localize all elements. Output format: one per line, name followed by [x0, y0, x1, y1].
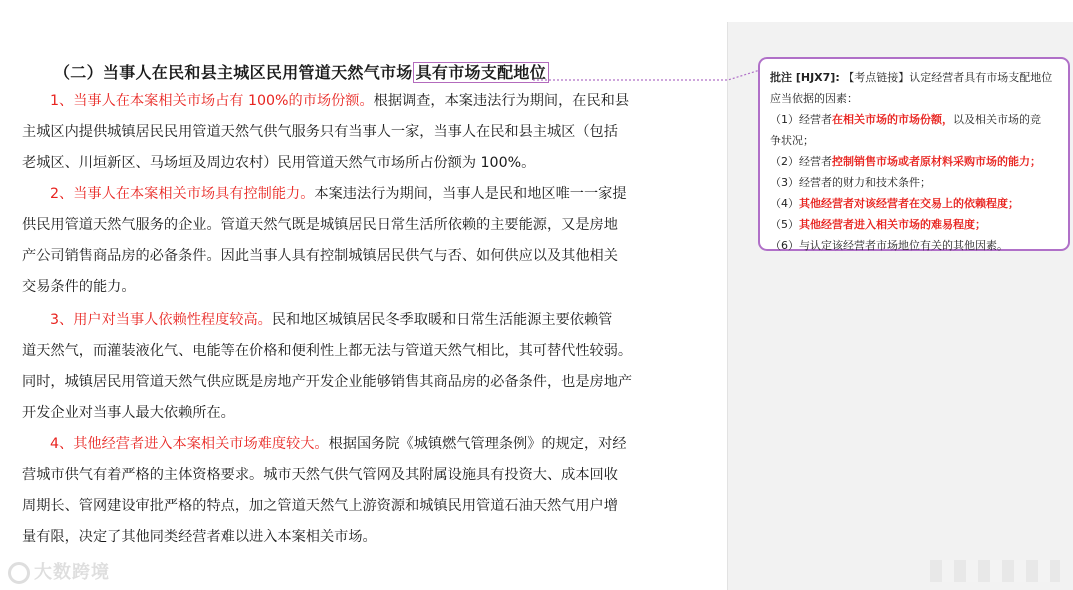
- body-text: 供民用管道天然气服务的企业。管道天然气既是城镇居民日常生活所依赖的主要能源，又是房地: [22, 217, 618, 233]
- comment-item: [770, 214, 1060, 235]
- comment-anchor-highlight[interactable]: 具有市场支配地位: [413, 62, 549, 83]
- emphasis-text: 1、当事人在本案相关市场占有 100%的市场份额。: [50, 93, 374, 109]
- item-emphasis: 控制销售市场或者原材料采购市场的能力；: [832, 155, 1041, 168]
- body-text: 产公司销售商品房的必备条件。因此当事人具有控制城镇居民供气与否、如何供应以及其他相关: [22, 248, 618, 264]
- comment-label: 批注 [HJX7]:: [770, 71, 840, 84]
- body-text: 同时，城镇居民用管道天然气供应既是房地产开发企业能够销售其商品房的必备条件，也是房地产: [22, 374, 633, 390]
- heading-text: （二）当事人在民和县主城区民用管道天然气市场: [54, 63, 413, 82]
- body-text: 周期长、管网建设审批严格的特点，加之管道天然气上游资源和城镇民用管道石油天然气用户增: [22, 498, 618, 514]
- paragraph-2-line-4: [22, 277, 707, 297]
- comment-item: [770, 151, 1060, 172]
- body-text: 主城区内提供城镇居民民用管道天然气供气服务只有当事人一家，当事人在民和县主城区（包括: [22, 124, 618, 140]
- item-text: （3）经营者的财力和技术条件；: [770, 176, 931, 189]
- comment-item: [770, 172, 1060, 193]
- body-text: 营城市供气有着严格的主体资格要求。城市天然气供气管网及其附属设施具有投资大、成本回收: [22, 467, 618, 483]
- emphasis-text: 2、当事人在本案相关市场具有控制能力。: [50, 186, 315, 202]
- item-text: （6）与认定该经营者市场地位有关的其他因素。: [770, 239, 1008, 252]
- body-text: 开发企业对当事人最大依赖所在。: [22, 405, 235, 421]
- item-emphasis: 其他经营者进入相关市场的难易程度；: [799, 218, 986, 231]
- body-text: 量有限，决定了其他同类经营者难以进入本案相关市场。: [22, 529, 377, 545]
- comment-tag: 【考点链接】: [843, 71, 910, 84]
- paragraph-2-line-3: [22, 246, 707, 266]
- item-text: （2）经营者: [770, 155, 832, 168]
- paragraph-1-line-3: [22, 153, 707, 173]
- emphasis-text: 3、用户对当事人依赖性程度较高。: [50, 312, 272, 328]
- section-heading: [54, 60, 549, 83]
- paragraph-4-line-2: [22, 465, 707, 485]
- comment-item: [770, 130, 1060, 151]
- body-text: 根据调查，本案违法行为期间，在民和县: [373, 93, 630, 109]
- blurred-region: [930, 560, 1060, 582]
- item-text: （4）: [770, 197, 799, 210]
- item-emphasis: 其他经营者对该经营者在交易上的依赖程度；: [799, 197, 1019, 210]
- paragraph-2-line-2: [22, 215, 707, 235]
- paragraph-4-line-4: [22, 527, 707, 547]
- body-text: 民和地区城镇居民冬季取暖和日常生活能源主要依赖管: [271, 312, 613, 328]
- item-emphasis: 在相关市场的市场份额，: [832, 113, 953, 126]
- paragraph-3-line-1: [22, 310, 707, 330]
- item-text: 以及相关市场的竞: [953, 113, 1041, 126]
- paragraph-2-line-1: [22, 184, 707, 204]
- paragraph-4-line-3: [22, 496, 707, 516]
- comment-header: [770, 67, 1060, 88]
- watermark-text: 大数跨境: [34, 562, 110, 583]
- body-text: 老城区、川垣新区、马场垣及周边农村）民用管道天然气市场所占份额为 100%。: [22, 155, 536, 171]
- item-text: （5）: [770, 218, 799, 231]
- comment-balloon[interactable]: [758, 57, 1070, 251]
- comment-item: [770, 193, 1060, 214]
- paragraph-4-line-1: [22, 434, 707, 454]
- paragraph-3-line-4: [22, 403, 707, 423]
- watermark-logo-icon: [8, 562, 30, 584]
- watermark: [8, 558, 110, 584]
- item-text: （1）经营者: [770, 113, 832, 126]
- emphasis-text: 4、其他经营者进入本案相关市场难度较大。: [50, 436, 329, 452]
- body-text: 道天然气，而灌装液化气、电能等在价格和便利性上都无法与管道天然气相比，其可替代性较弱。: [22, 343, 633, 359]
- paragraph-3-line-2: [22, 341, 707, 361]
- comment-item: [770, 109, 1060, 130]
- paragraph-3-line-3: [22, 372, 707, 392]
- body-text: 根据国务院《城镇燃气管理条例》的规定，对经: [328, 436, 627, 452]
- body-text: 交易条件的能力。: [22, 279, 136, 295]
- comment-intro: 认定经营者具有市场支配地位: [909, 71, 1053, 84]
- body-text: 本案违法行为期间，当事人是民和地区唯一一家提: [314, 186, 627, 202]
- item-text: 争状况；: [770, 134, 814, 147]
- paragraph-1-line-2: [22, 122, 707, 142]
- comment-item: [770, 235, 1060, 256]
- comment-intro-line-2: 应当依据的因素：: [770, 92, 858, 105]
- paragraph-1-line-1: [22, 91, 707, 111]
